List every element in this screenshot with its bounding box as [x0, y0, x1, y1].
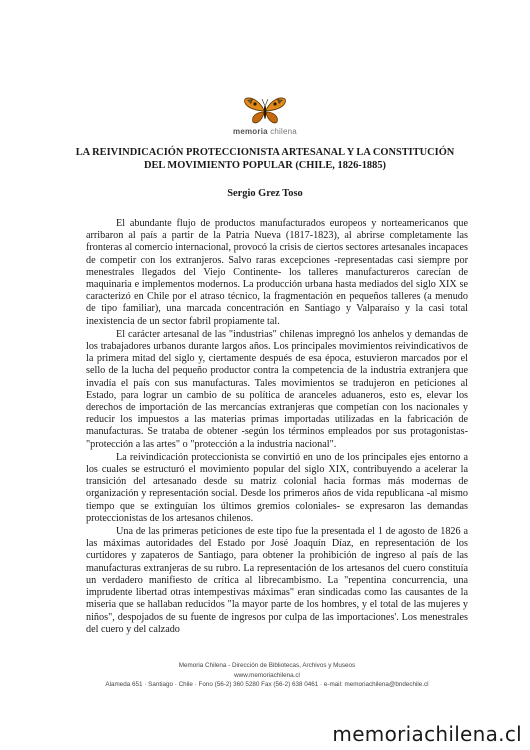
footer-contact: Alameda 651 · Santiago · Chile · Fono (56-2) 360 5280 Fax (56-2) 638 0461 · e-mail: memoriachilena@bndechile.cl — [105, 681, 429, 688]
paragraph-2: El carácter artesanal de las "industrias" chilenas impregnó los anhelos y demandas de los trabajadores urbanos durante largos años. Los principales movimientos reivindicativos de la primera mitad del siglo y, ciertamente después de esa época, estuvieron marcados por el sello de la lucha del pequeño productor contra la competencia de la industria extranjera que invadía el país con sus manufacturas. Tales movimientos se tradujeron en peticiones al Estado, para lograr un cambio de su política de aranceles aduaneros, esto es, elevar los derechos de importación de las mercancías extranjeras que competían con los nacionales y reducir los impuestos a las materias primas importadas utilizadas en la fabricación de manufacturas. Se trataba de obtener -según los términos empleados por sus protagonistas- "protección a las artes" o "protección a la industria nacional". — [86, 328, 468, 450]
paragraph-3: La reivindicación proteccionista se convirtió en uno de los principales ejes entorno a los cuales se estructuró el movimiento popular del siglo XIX, contribuyendo a acelerar la transición del artesanado desde su matriz colonial hacia formas más modernas de organización y representación social. Desde los primeros años de vida republicana -al mismo tiempo que se extinguían los últimos gremios coloniales- se expresaron las demandas proteccionistas de los artesanos chilenos. — [86, 451, 468, 524]
body-text — [86, 218, 468, 637]
document-title — [40, 146, 490, 172]
footer-website: www.memoriachilena.cl — [234, 671, 300, 679]
title-line-1: LA REIVINDICACIÓN PROTECCIONISTA ARTESANAL Y LA CONSTITUCIÓN — [75, 147, 455, 158]
title-line-2: DEL MOVIMIENTO POPULAR (CHILE, 1826-1885) — [144, 160, 386, 171]
butterfly-icon — [243, 96, 287, 126]
memoria-chilena-logo — [228, 96, 302, 140]
paragraph-4: Una de las primeras peticiones de este tipo fue la presentada el 1 de agosto de 1826 a las máximas autoridades del Estado por José Joaquín Díaz, en representación de los curtidores y zapateros de Santiago, para obtener la prohibición de ingreso al país de las manufacturas extranjeras de su rubro. La representación de los artesanos del cuero constituía un verdadero manifiesto de crítica al librecambismo. La "repentina concurrencia, una imprudente libertad otras intempestivas máximas" eran sindicadas como las causantes de la miseria que se hallaban reducidos "la mayor parte de los hombres, y el total de las mujeres y niños", despojados de su fuente de ingresos por culpa de las importaciones'. Los menestrales del cuero y del calzado — [86, 526, 468, 635]
site-watermark: memoriachilena.cl — [332, 722, 522, 746]
logo-wordmark: memoria chilena — [233, 127, 297, 136]
footer-institution: Memoria Chilena - Dirección de Bibliotecas, Archivos y Museos — [178, 662, 356, 669]
paragraph-1: El abundante flujo de productos manufacturados europeos y norteamericanos que arribaron al país a partir de la Patria Nueva (1817-1823), al abrirse completamente las fronteras al comercio internacional, provocó la crisis de ciertos sectores artesanales incapaces de competir con los extranjeros. Salvo raras excepciones -representadas casi siempre por menestrales llegados del Viejo Continente- los talleres manufactureros carecían de maquinaria e implementos modernos. La producción urbana hasta mediados del siglo XIX se caracterizó en Chile por el atraso técnico, la fragmentación en pequeños talleres (a menudo de tipo familiar), una marcada concentración en Santiago y Valparaíso y la casi total inexistencia de un sector fabril propiamente tal. — [86, 218, 468, 327]
page-footer — [62, 661, 472, 690]
author-name: Sergio Grez Toso — [227, 188, 303, 199]
